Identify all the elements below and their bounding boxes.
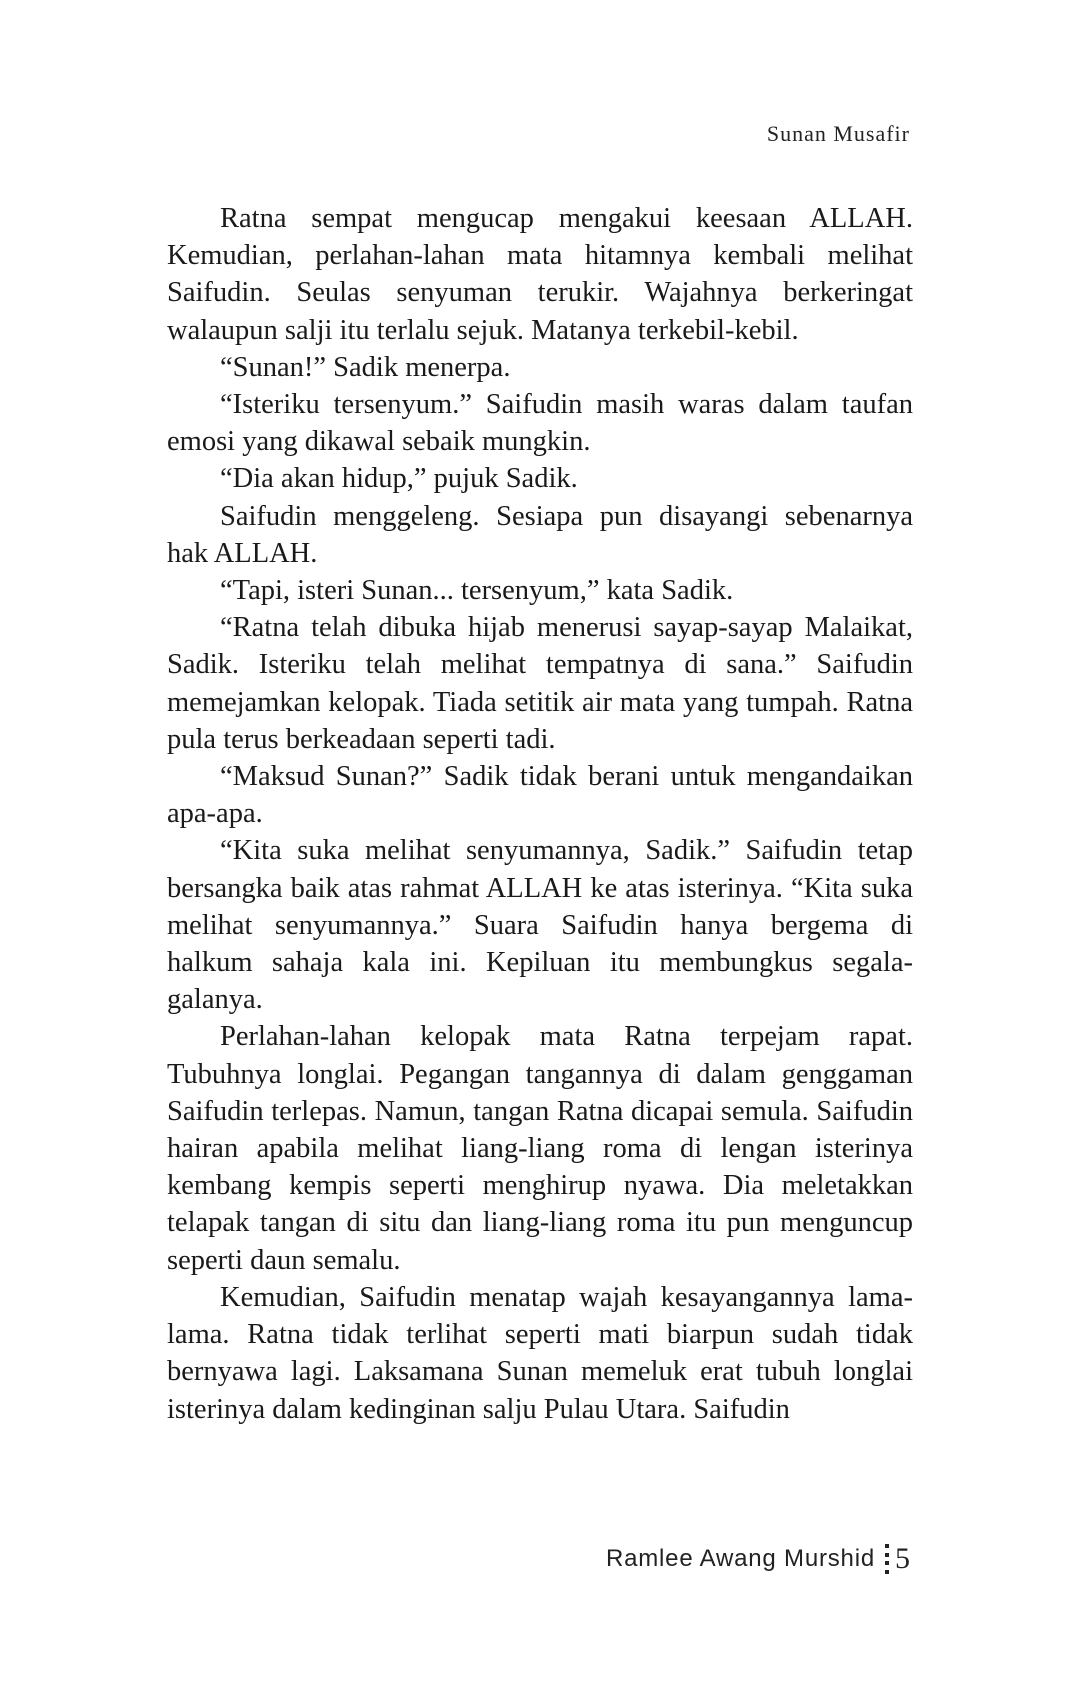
paragraph: Kemudian, Saifudin menatap wajah kesayangannya lama-lama. Ratna tidak terlihat seperti mati biarpun sudah tidak bernyawa lagi. Laksamana Sunan memeluk erat tubuh longlai isterinya dalam kedinginan salju Pulau Utara. Saifudin [167,1281,913,1425]
paragraph: Ratna sempat mengucap mengakui keesaan ALLAH. Kemudian, perlahan-lahan mata hitamnya kembali melihat Saifudin. Seulas senyuman terukir. Wajahnya berkeringat walaupun salji itu terlalu sejuk. Matanya terkebil-kebil. [167,203,913,346]
paragraph: “Ratna telah dibuka hijab menerusi sayap-sayap Malaikat, Sadik. Isteriku telah melihat tempatnya di sana.” Saifudin memejamkan kelopak. Tiada setitik air mata yang tumpah. Ratna pula terus berkeadaan seperti tadi. [167,612,913,755]
running-title: Sunan Musafir [766,121,910,146]
page-number: 5 [895,1542,910,1575]
body-text [167,200,913,1428]
footer-divider [885,1544,889,1574]
paragraph: Saifudin menggeleng. Sesiapa pun disayangi sebenarnya hak ALLAH. [167,500,913,569]
paragraph: “Dia akan hidup,” pujuk Sadik. [220,463,578,495]
paragraph: “Tapi, isteri Sunan... tersenyum,” kata Sadik. [220,575,734,607]
page-footer [606,1542,910,1576]
paragraph: Perlahan-lahan kelopak mata Ratna terpejam rapat. Tubuhnya longlai. Pegangan tangannya di dalam genggaman Saifudin terlepas. Namun, tangan Ratna dicapai semula. Saifudin hairan apabila melihat liang-liang roma di lengan isterinya kembang kempis seperti menghirup nyawa. Dia meletakkan telapak tangan di situ dan liang-liang roma itu pun menguncup seperti daun semalu. [167,1021,913,1276]
paragraph: “Isteriku tersenyum.” Saifudin masih waras dalam taufan emosi yang dikawal sebaik mungkin. [167,389,913,458]
author-name: Ramlee Awang Murshid [605,1545,875,1572]
paragraph: “Sunan!” Sadik menerpa. [220,351,511,383]
paragraph: “Kita suka melihat senyumannya, Sadik.” Saifudin tetap bersangka baik atas rahmat ALLAH ke atas isterinya. “Kita suka melihat senyumannya.” Suara Saifudin hanya bergema di halkum sahaja kala ini. Kepiluan itu membungkus segala-galanya. [167,835,913,1016]
paragraph: “Maksud Sunan?” Sadik tidak berani untuk mengandaikan apa-apa. [167,761,913,830]
